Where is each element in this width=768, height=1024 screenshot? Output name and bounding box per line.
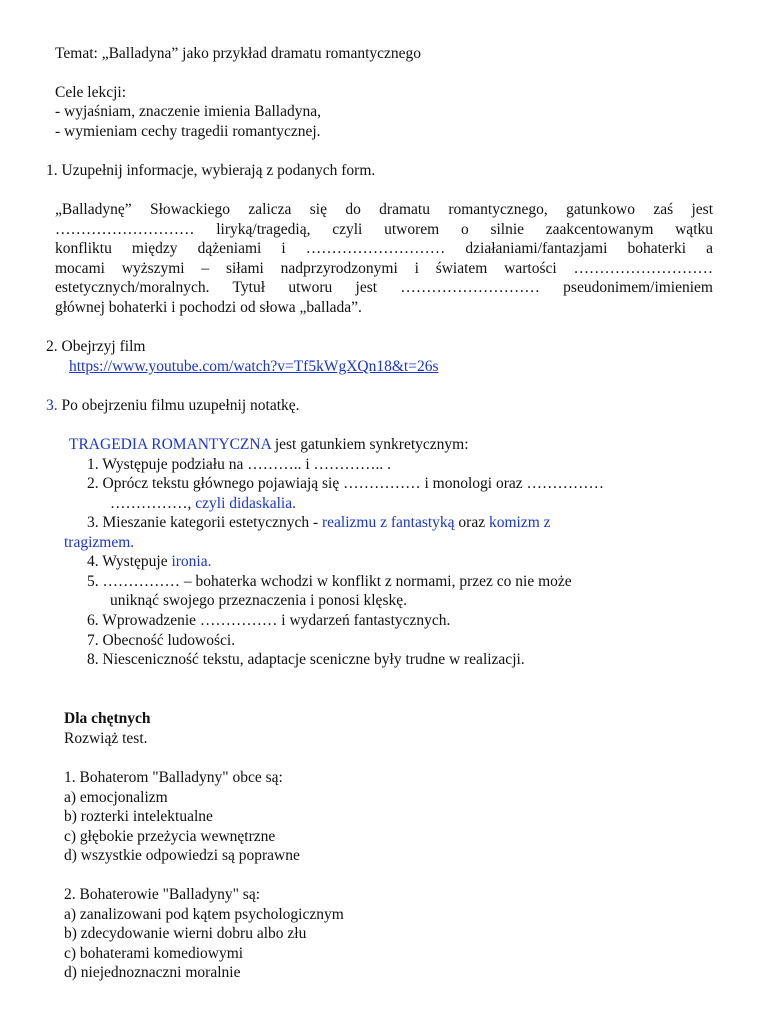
note-item-1: 1. Występuje podziału na ……….. i ………….. . — [87, 456, 392, 473]
lesson-topic: Temat: „Balladyna” jako przykład dramatu romantycznego — [55, 45, 422, 62]
note-item-3-plain: 3. Mieszanie kategorii estetycznych - — [87, 514, 322, 531]
note-item-4 — [87, 552, 211, 571]
quiz-option: d) wszystkie odpowiedzi są poprawne — [64, 847, 300, 864]
note-item-3-cont: tragizmem. — [64, 534, 135, 551]
note-item-2: 2. Oprócz tekstu głównego pojawiają się …………… i monologi oraz …………… — [87, 475, 605, 492]
task1-title: 1. Uzupełnij informacje, wybierają z podanych form. — [46, 162, 376, 179]
note-item-6: 6. Wprowadzenie …………… i wydarzeń fantastycznych. — [87, 612, 451, 629]
task2-title: 2. Obejrzyj film — [46, 338, 146, 355]
note-heading-rest: jest gatunkiem synkretycznym: — [270, 436, 469, 453]
goals-title: Cele lekcji: — [55, 84, 127, 101]
goal-item: - wymieniam cechy tragedii romantycznej. — [55, 123, 321, 140]
extra-subtitle: Rozwiąż test. — [64, 730, 148, 747]
note-item-8: 8. Niesceniczność tekstu, adaptacje sceniczne były trudne w realizacji. — [87, 651, 525, 668]
note-heading-blue: TRAGEDIA ROMANTYCZNA — [69, 436, 271, 453]
note-item-4-blue: ironia. — [171, 553, 212, 570]
note-item-3-blue1: realizmu z fantastyką — [322, 514, 455, 531]
quiz-option: a) emocjonalizm — [64, 789, 168, 806]
note-item-3-mid: oraz — [454, 514, 489, 531]
extra-title: Dla chętnych — [64, 710, 151, 727]
task3-title — [46, 396, 300, 415]
quiz-option: b) zdecydowanie wierni dobru albo złu — [64, 925, 307, 942]
task3-number: 3. — [46, 397, 58, 414]
video-link[interactable]: https://www.youtube.com/watch?v=Tf5kWgXQn18&t=26s — [69, 358, 439, 375]
note-item-5-cont: uniknąć swojego przeznaczenia i ponosi klęskę. — [110, 592, 407, 609]
task1-text-line: ……………………… liryką/tragedią, czyli utworem o silnie zaakcentowanym wątku — [55, 221, 713, 238]
note-heading — [69, 435, 469, 454]
task1-text-line: głównej bohaterki i pochodzi od słowa „ballada”. — [55, 299, 362, 316]
task1-text-line: „Balladynę” Słowackiego zalicza się do dramatu romantycznego, gatunkowo zaś jest — [55, 201, 713, 218]
note-item-7: 7. Obecność ludowości. — [87, 632, 236, 649]
quiz-option: a) zanalizowani pod kątem psychologicznym — [64, 906, 344, 923]
quiz-option: d) niejednoznaczni moralnie — [64, 964, 241, 981]
note-item-4-plain: 4. Występuje — [87, 553, 172, 570]
quiz-option: c) bohaterami komediowymi — [64, 945, 244, 962]
goal-item: - wyjaśniam, znaczenie imienia Balladyna, — [55, 103, 321, 120]
task3-title-text: Po obejrzeniu filmu uzupełnij notatkę. — [57, 397, 300, 414]
note-item-2-cont — [110, 494, 296, 513]
note-item-3 — [87, 513, 551, 532]
quiz-option: c) głębokie przeżycia wewnętrzne — [64, 828, 276, 845]
task1-text-line: konfliktu między dążeniami i ……………………… działaniami/fantazjami bohaterki a — [55, 240, 713, 257]
note-item-5: 5. …………… – bohaterka wchodzi w konflikt z normami, przez co nie może — [87, 573, 572, 590]
note-item-2-cont-blue: czyli didaskalia. — [195, 495, 296, 512]
task1-text-line: mocami wyższymi – siłami nadprzyrodzonymi i światem wartości ……………………… — [55, 260, 713, 277]
quiz-question-2: 2. Bohaterowie "Balladyny" są: — [64, 886, 261, 903]
note-item-2-cont-plain: ……………, — [110, 495, 196, 512]
task1-text-line: estetycznych/moralnych. Tytuł utworu jest ……………………… pseudonimem/imieniem — [55, 279, 713, 296]
quiz-question-1: 1. Bohaterom "Balladyny" obce są: — [64, 769, 283, 786]
note-item-3-blue2: komizm z — [488, 514, 551, 531]
quiz-option: b) rozterki intelektualne — [64, 808, 213, 825]
